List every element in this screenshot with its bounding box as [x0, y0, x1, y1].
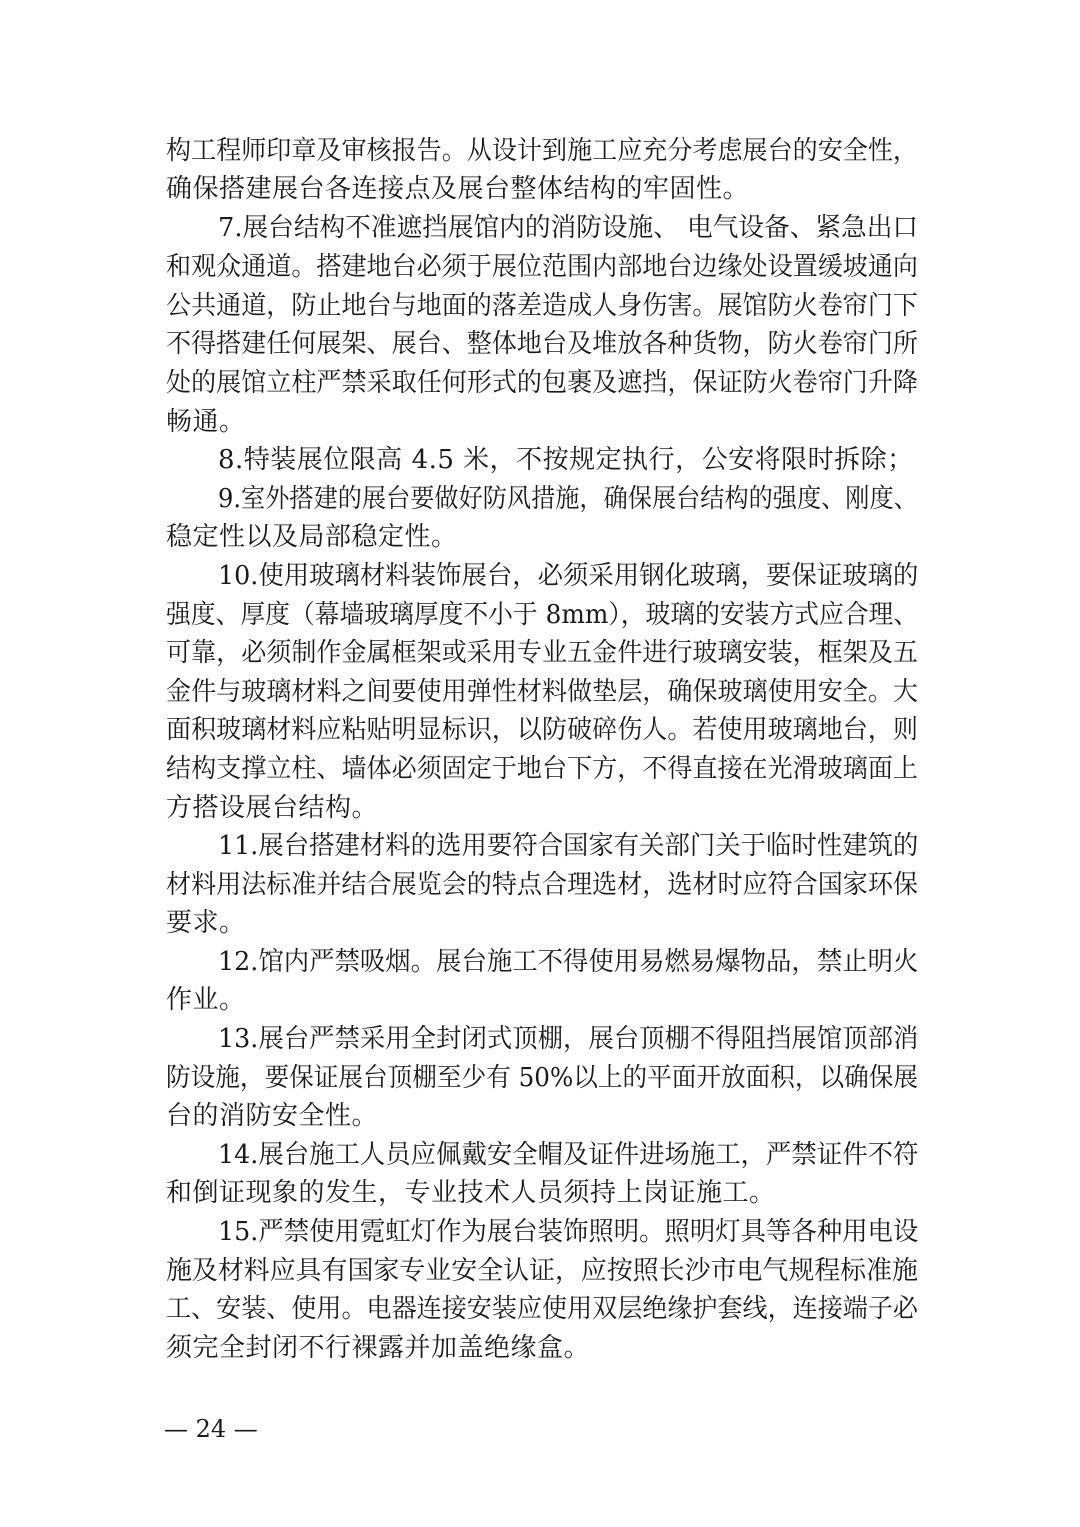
text-line: 9.室外搭建的展台要做好防风措施，确保展台结构的强度、刚度、	[218, 484, 918, 514]
text-line: 可靠，必须制作金属框架或采用专业五金件进行玻璃安装，框架及五	[166, 638, 919, 668]
text-line: 面积玻璃材料应粘贴明显标识，以防破碎伤人。若使用玻璃地台，则	[166, 715, 919, 745]
text-line: 工、安装、使用。电器连接安装应使用双层绝缘护套线，连接端子必	[166, 1294, 919, 1324]
text-line: 和倒证现象的发生，专业技术人员须持上岗证施工。	[166, 1178, 776, 1208]
text-line: 7.展台结构不准遮挡展馆内的消防设施、 电气设备、紧急出口	[218, 213, 919, 243]
text-line: 防设施，要保证展台顶棚至少有 50%以上的平面开放面积，以确保展	[166, 1063, 919, 1093]
text-line: 处的展馆立柱严禁采取任何形式的包裹及遮挡，保证防火卷帘门升降	[166, 368, 919, 398]
text-line: 和观众通道。搭建地台必须于展位范围内部地台边缘处设置缓坡通向	[166, 252, 919, 282]
text-line: 台的消防安全性。	[166, 1101, 379, 1131]
text-line: 方搭设展台结构。	[166, 793, 379, 823]
text-line: 稳定性以及局部稳定性。	[166, 522, 458, 552]
text-line: 要求。	[166, 908, 246, 938]
text-line: 须完全封闭不行裸露并加盖绝缘盒。	[166, 1333, 591, 1363]
text-line: 8.特装展位限高 4.5 米，不按规定执行，公安将限时拆除；	[218, 445, 914, 475]
text-line: 构工程师印章及审核报告。从设计到施工应充分考虑展台的安全性，	[166, 136, 919, 166]
text-line: 结构支撑立柱、墙体必须固定于地台下方，不得直接在光滑玻璃面上	[166, 754, 919, 784]
text-line: 14.展台施工人员应佩戴安全帽及证件进场施工，严禁证件不符	[218, 1140, 919, 1170]
text-line: 材料用法标准并结合展览会的特点合理选材，选材时应符合国家环保	[166, 870, 919, 900]
text-line: 13.展台严禁采用全封闭式顶棚，展台顶棚不得阻挡展馆顶部消	[218, 1024, 919, 1054]
page-number: — 24 —	[164, 1415, 258, 1443]
text-line: 公共通道，防止地台与地面的落差造成人身伤害。展馆防火卷帘门下	[166, 291, 919, 321]
text-line: 作业。	[166, 985, 246, 1015]
text-line: 施及材料应具有国家专业安全认证，应按照长沙市电气规程标准施	[166, 1256, 918, 1286]
text-line: 10.使用玻璃材料装饰展台，必须采用钢化玻璃，要保证玻璃的	[218, 561, 919, 591]
text-line: 畅通。	[166, 407, 246, 437]
text-line: 12.馆内严禁吸烟。展台施工不得使用易燃易爆物品，禁止明火	[218, 947, 919, 977]
text-line: 金件与玻璃材料之间要使用弹性材料做垫层，确保玻璃使用安全。大	[166, 677, 919, 707]
text-line: 不得搭建任何展架、展台、整体地台及堆放各种货物，防火卷帘门所	[166, 329, 919, 359]
text-line: 15.严禁使用霓虹灯作为展台装饰照明。照明灯具等各种用电设	[218, 1217, 919, 1247]
text-line: 11.展台搭建材料的选用要符合国家有关部门关于临时性建筑的	[218, 831, 919, 861]
text-line: 强度、厚度（幕墙玻璃厚度不小于 8mm），玻璃的安装方式应合理、	[166, 600, 919, 630]
text-line: 确保搭建展台各连接点及展台整体结构的牢固性。	[166, 174, 750, 204]
